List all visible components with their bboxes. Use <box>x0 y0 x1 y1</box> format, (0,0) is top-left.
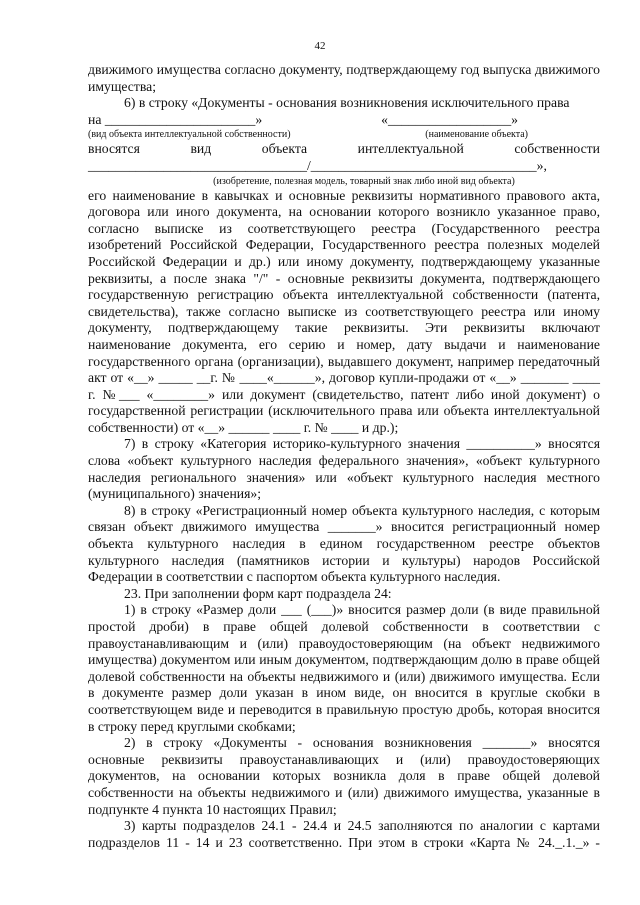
word-type: вид <box>190 141 212 157</box>
word-entered: вносятся <box>88 141 140 157</box>
paragraph-share-size: 1) в строку «Размер доли ___ (___)» вносится размер доли (в виде правильной простой дроби) в праве общей долевой собственности в соответствии с правоустанавливающим и (или) правоудостоверяющим (на объект недвижимого имущества) документом или иным документом, подтверждающим долю в праве общей долевой собственности на объекты недвижимого и (или) движимого имущества. Если в документе размер доли указан в ином виде, он вносится в круглые скобки в соответствующем виде и переводится в правильную простую дробь, которая вносится в строку перед круглыми скобками; <box>88 602 600 734</box>
form-line-exclusive-right <box>88 112 600 129</box>
paragraph-item-6-intro: 6) в строку «Документы - основания возникновения исключительного права <box>124 95 570 111</box>
document-body <box>88 62 600 851</box>
caption-line-object <box>88 128 600 141</box>
paragraph-item-7-category: 7) в строку «Категория историко-культурного значения __________» вносятся слова «объект культурного наследия федерального значения», «объект культурного наследия регионального значения» или «объект культурного наследия местного (муниципального) значения»; <box>88 436 600 502</box>
blank-object-type: на ______________________» <box>88 111 263 127</box>
paragraph-movable-property-year: движимого имущества согласно документу, подтверждающему год выпуска движимого имущества; <box>88 62 600 94</box>
word-object: объекта <box>261 141 308 157</box>
blank-object-name: «__________________» <box>381 111 518 127</box>
paragraph-section-23-heading: 23. При заполнении форм карт подраздела 24: <box>124 585 392 601</box>
paragraph-requisites-description: его наименование в кавычках и основные реквизиты нормативного правового акта, договора или иного документа, на основании которого возникло указанное право, согласно выписке из соответствующего реестра (Государственного реестра изобретений Российской Федерации, Государственного реестра полезных моделей Российской Федерации и др.) или иному документу, подтверждающему указанные реквизиты, а после знака "/" - основные реквизиты документа, подтверждающего государственную регистрацию объекта интеллектуальной собственности (патента, свидетельства), также согласно выписке из соответствующего реестра или иному документу, подтверждающему такие реквизиты. Эти реквизиты включают наименование документа, его серию и номер, дату выдачи и наименование государственного органа (организации), выдавшего документ, например передаточный акт от «__» _____ __г. № ____«______», договор купли-продажи от «__» _______ ____ г. №___ «________» или документ (свидетельство, патент либо иной документ) о государственной регистрации (исключительного права или объекта интеллектуальной собственности) от «__» ______ ____ г. № ____ и др.); <box>88 187 600 435</box>
word-property: собственности <box>514 141 600 157</box>
paragraph-share-documents: 2) в строку «Документы - основания возникновения _______» вносятся основные реквизиты правоустанавливающих и (или) правоудостоверяющих документов, на основании которых возникла доля в праве общей долевой собственности на объекты недвижимого и (или) движимого имущества, указанные в подпункте 4 пункта 10 настоящих Правил; <box>88 735 600 817</box>
paragraph-item-8-registration-number: 8) в строку «Регистрационный номер объекта культурного наследия, с которым связан объект движимого имущества _______» вносится регистрационный номер объекта культурного наследия в едином государственном реестре объектов культурного наследия (памятников истории и культуры) народов Российской Федерации в соответствии с паспортом объекта культурного наследия. <box>88 502 600 585</box>
paragraph-subsections-cards: 3) карты подразделов 24.1 - 24.4 и 24.5 заполняются по аналогии с картами подразделов 11 - 14 и 23 соответственно. При этом в строки «Карта № 24._.1._» - <box>88 818 600 850</box>
form-line-entered-words <box>88 141 600 158</box>
caption-object-kind: (изобретение, полезная модель, товарный знак либо иной вид объекта) <box>213 175 515 187</box>
form-blank-line-registration: ________________________________/_________________________________», <box>88 157 547 173</box>
page-number: 42 <box>314 40 326 52</box>
caption-object-name: (наименование объекта) <box>425 129 528 141</box>
word-intellectual: интеллектуальной <box>357 141 464 157</box>
caption-object-type: (вид объекта интеллектуальной собственности) <box>88 129 291 141</box>
